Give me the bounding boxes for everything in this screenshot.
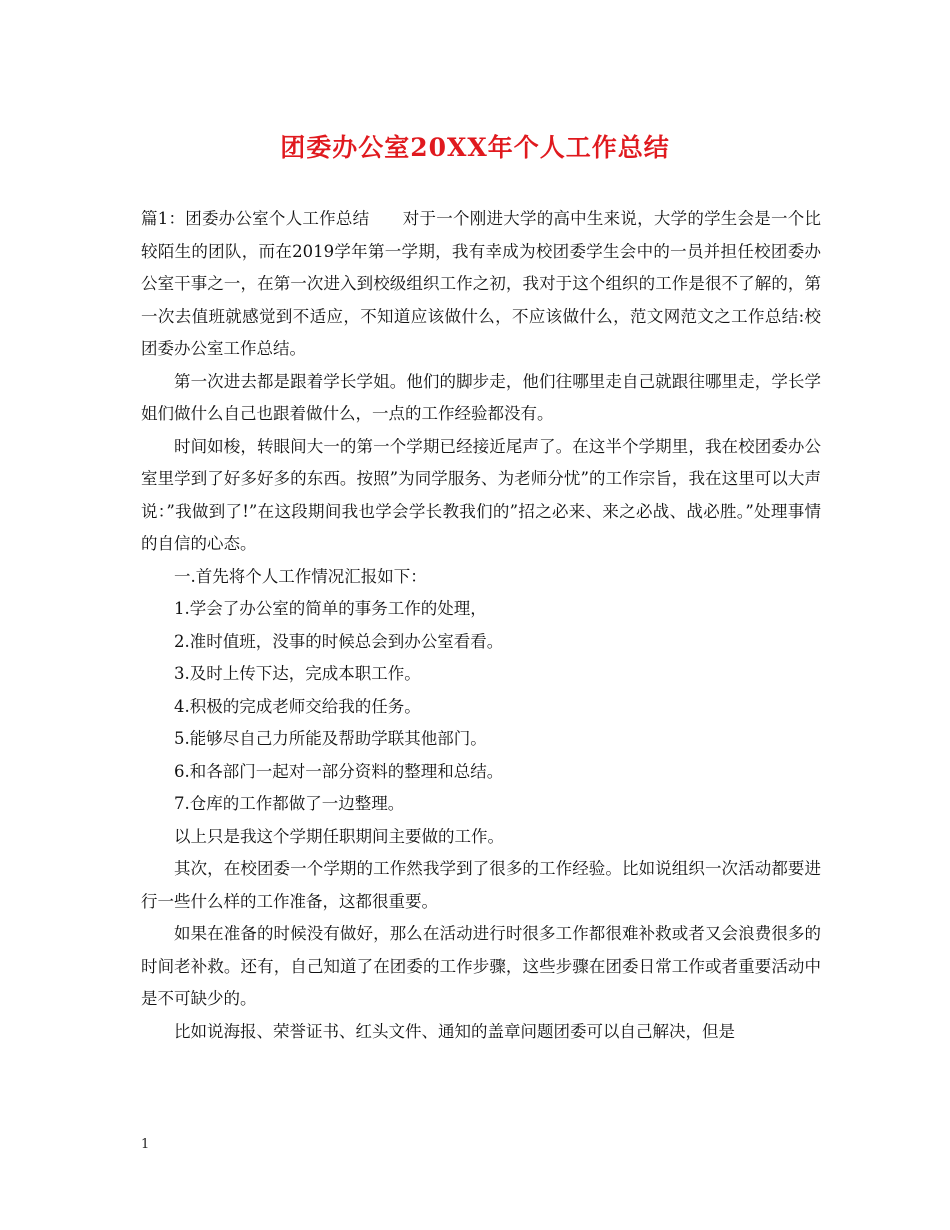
list-item: 4.积极的完成老师交给我的任务。 — [174, 696, 421, 716]
list-item: 6.和各部门一起对一部分资料的整理和总结。 — [174, 761, 504, 781]
section-heading: 一.首先将个人工作情况汇报如下： — [174, 566, 427, 586]
list-item: 1.学会了办公室的简单的事务工作的处理， — [174, 599, 487, 618]
paragraph-3: 时间如梭，转眼间大一的第一个学期已经接近尾声了。在这半个学期里，我在校团委办公室里学到了好多好多的东西。按照”为同学服务、为老师分忧”的工作宗旨，我在这里可以大声说：”我做到了!”在这段期间我也学会学长教我们的”招之必来、来之必战、战必胜。”处理事情的自信的心态。 — [141, 436, 821, 553]
paragraph-example: 比如说海报、荣誉证书、红头文件、通知的盖章问题团委可以自己解决，但是 — [174, 1021, 735, 1041]
paragraph-preparation: 如果在准备的时候没有做好，那么在活动进行时很多工作都很难补救或者又会浪费很多的时间老补救。还有，自己知道了在团委的工作步骤，这些步骤在团委日常工作或者重要活动中是不可缺少的。 — [141, 924, 821, 1008]
list-item: 3.及时上传下达，完成本职工作。 — [174, 664, 421, 683]
list-item: 2.准时值班，没事的时候总会到办公室看看。 — [174, 631, 504, 651]
list-item: 5.能够尽自己力所能及帮助学联其他部门。 — [174, 729, 487, 748]
paragraph-2: 第一次进去都是跟着学长学姐。他们的脚步走，他们往哪里走自己就跟往哪里走，学长学姐们做什么自己也跟着做什么，一点的工作经验都没有。 — [141, 371, 821, 423]
paragraph-summary: 以上只是我这个学期任职期间主要做的工作。 — [174, 826, 504, 846]
paragraph-1: 篇1：团委办公室个人工作总结 对于一个刚进大学的高中生来说，大学的学生会是一个比较陌生的团队，而在2019学年第一学期，我有幸成为校团委学生会中的一员并担任校团委办公室干事之一，在第一次进入到校级组织工作之初，我对于这个组织的工作是很不了解的，第一次去值班就感觉到不适应，不知道应该做什么，不应该做什么，范文网范文之工作总结:校团委办公室工作总结。 — [141, 209, 821, 358]
list-item: 7.仓库的工作都做了一边整理。 — [174, 794, 405, 813]
page-number: 1 — [141, 1137, 150, 1152]
document-body — [141, 203, 821, 1048]
paragraph-experience: 其次，在校团委一个学期的工作然我学到了很多的工作经验。比如说组织一次活动都要进行一些什么样的工作准备，这都很重要。 — [141, 859, 821, 911]
document-title: 团委办公室20XX年个人工作总结 — [280, 133, 670, 162]
